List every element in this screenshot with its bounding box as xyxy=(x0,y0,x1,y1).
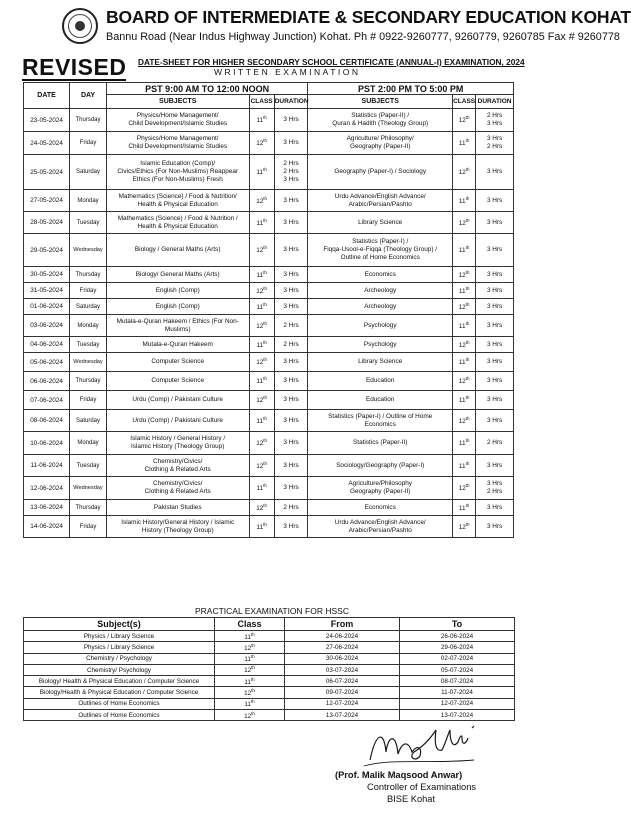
row-pm-subject: Urdu Advance/English Advance/ Arabic/Persian/Pashto xyxy=(308,516,453,538)
row-am-class: 11th xyxy=(249,299,274,315)
practical-class: 11th xyxy=(215,653,285,664)
row-pm-duration: 3 Hrs xyxy=(476,155,514,190)
practical-class: 11th xyxy=(215,631,285,642)
practical-subject: Outlines of Home Economics xyxy=(24,710,215,721)
row-am-subject: Computer Science xyxy=(106,353,249,372)
row-pm-class: 11th xyxy=(453,234,476,267)
row-pm-subject: Statistics (Paper-I) / Fiqqa-Usool-e-Fiqqa (Theology Group) / Outline of Home Economics xyxy=(308,234,453,267)
row-pm-subject: Statistics (Paper-I) / Outline of Home Economics xyxy=(308,410,453,432)
row-pm-subject: Library Science xyxy=(308,212,453,234)
col-pm-duration: DURATION xyxy=(476,95,514,109)
row-am-class: 12th xyxy=(249,234,274,267)
col-am-duration: DURATION xyxy=(274,95,308,109)
row-pm-duration: 3 Hrs xyxy=(476,234,514,267)
morning-session-header: PST 9:00 AM TO 12:00 NOON xyxy=(106,83,307,95)
practical-row xyxy=(24,687,515,698)
row-am-class: 12th xyxy=(249,190,274,212)
row-pm-duration: 3 Hrs xyxy=(476,212,514,234)
row-pm-duration: 3 Hrs xyxy=(476,455,514,477)
practical-subject: Outlines of Home Economics xyxy=(24,698,215,709)
row-pm-subject: Agriculture/Philosophy Geography (Paper-II) xyxy=(308,477,453,500)
row-date: 03-06-2024 xyxy=(24,315,70,337)
row-date: 10-06-2024 xyxy=(24,432,70,455)
row-pm-duration: 2 Hrs xyxy=(476,432,514,455)
row-date: 28-05-2024 xyxy=(24,212,70,234)
row-day: Friday xyxy=(70,132,107,155)
row-am-duration: 2 Hrs 2 Hrs 3 Hrs xyxy=(274,155,308,190)
practical-class: 12th xyxy=(215,687,285,698)
prac-col-subject: Subject(s) xyxy=(24,618,215,631)
row-day: Thursday xyxy=(70,500,107,516)
table-row xyxy=(24,283,514,299)
row-am-subject: Mathematics (Science) / Food & Nutrition/ Health & Physical Education xyxy=(106,190,249,212)
row-pm-class: 12th xyxy=(453,337,476,353)
row-date: 24-05-2024 xyxy=(24,132,70,155)
table-row xyxy=(24,299,514,315)
row-day: Friday xyxy=(70,516,107,538)
row-pm-subject: Education xyxy=(308,372,453,391)
row-pm-subject: Economics xyxy=(308,500,453,516)
row-am-class: 11th xyxy=(249,337,274,353)
practical-class: 11th xyxy=(215,698,285,709)
row-day: Saturday xyxy=(70,299,107,315)
row-pm-class: 12th xyxy=(453,267,476,283)
table-row xyxy=(24,455,514,477)
prac-col-class: Class xyxy=(215,618,285,631)
row-day: Tuesday xyxy=(70,455,107,477)
row-day: Monday xyxy=(70,432,107,455)
datesheet-subtitle: WRITTEN EXAMINATION xyxy=(214,67,361,77)
practical-subject: Physics / Library Science xyxy=(24,642,215,653)
table-row xyxy=(24,109,514,132)
row-am-subject: Chemistry/Civics/ Clothing & Related Arts xyxy=(106,477,249,500)
row-pm-subject: Geography (Paper-I) / Sociology xyxy=(308,155,453,190)
row-am-subject: Urdu (Comp) / Pakistani Culture xyxy=(106,391,249,410)
table-row xyxy=(24,234,514,267)
row-am-duration: 3 Hrs xyxy=(274,299,308,315)
row-pm-class: 12th xyxy=(453,212,476,234)
practical-row xyxy=(24,642,515,653)
table-row xyxy=(24,190,514,212)
row-day: Thursday xyxy=(70,267,107,283)
board-name: BOARD OF INTERMEDIATE & SECONDARY EDUCATION KOHAT xyxy=(106,7,631,27)
table-row xyxy=(24,337,514,353)
signatory-office: BISE Kohat xyxy=(387,794,436,804)
row-date: 05-06-2024 xyxy=(24,353,70,372)
row-date: 29-05-2024 xyxy=(24,234,70,267)
row-date: 27-05-2024 xyxy=(24,190,70,212)
row-day: Thursday xyxy=(70,109,107,132)
practical-subject: Physics / Library Science xyxy=(24,631,215,642)
row-date: 25-05-2024 xyxy=(24,155,70,190)
row-am-duration: 3 Hrs xyxy=(274,190,308,212)
table-row xyxy=(24,315,514,337)
practical-row xyxy=(24,676,515,687)
row-am-duration: 3 Hrs xyxy=(274,410,308,432)
practical-from: 24-06-2024 xyxy=(285,631,400,642)
row-pm-duration: 3 Hrs xyxy=(476,337,514,353)
row-pm-duration: 3 Hrs 2 Hrs xyxy=(476,132,514,155)
signature-icon xyxy=(362,722,482,772)
row-day: Saturday xyxy=(70,155,107,190)
table-row xyxy=(24,267,514,283)
row-am-class: 11th xyxy=(249,410,274,432)
row-pm-duration: 3 Hrs xyxy=(476,372,514,391)
row-am-duration: 3 Hrs xyxy=(274,372,308,391)
practical-class: 12th xyxy=(215,710,285,721)
row-pm-class: 12th xyxy=(453,410,476,432)
practical-to: 13-07-2024 xyxy=(400,710,515,721)
row-day: Wednesday xyxy=(70,234,107,267)
signatory-designation: Controller of Examinations xyxy=(367,782,477,792)
row-pm-subject: Psychology xyxy=(308,315,453,337)
practical-class: 12th xyxy=(215,642,285,653)
row-am-class: 11th xyxy=(249,477,274,500)
practical-row xyxy=(24,664,515,675)
row-am-class: 12th xyxy=(249,353,274,372)
row-am-subject: Pakistan Studies xyxy=(106,500,249,516)
row-am-class: 11th xyxy=(249,212,274,234)
row-pm-duration: 3 Hrs xyxy=(476,353,514,372)
row-pm-duration: 2 Hrs 3 Hrs xyxy=(476,109,514,132)
practical-title: PRACTICAL EXAMINATION FOR HSSC xyxy=(195,606,349,616)
table-row xyxy=(24,516,514,538)
row-pm-class: 12th xyxy=(453,372,476,391)
row-day: Friday xyxy=(70,391,107,410)
row-am-class: 12th xyxy=(249,132,274,155)
practical-from: 12-07-2024 xyxy=(285,698,400,709)
col-date: DATE xyxy=(24,83,70,109)
practical-to: 29-06-2024 xyxy=(400,642,515,653)
row-pm-subject: Library Science xyxy=(308,353,453,372)
table-row xyxy=(24,432,514,455)
col-pm-subjects: SUBJECTS xyxy=(308,95,453,109)
practical-to: 05-07-2024 xyxy=(400,664,515,675)
row-date: 14-06-2024 xyxy=(24,516,70,538)
row-pm-duration: 3 Hrs xyxy=(476,190,514,212)
row-date: 23-05-2024 xyxy=(24,109,70,132)
practical-subject: Chemistry/ Psychology xyxy=(24,664,215,675)
row-pm-duration: 3 Hrs xyxy=(476,410,514,432)
practical-from: 09-07-2024 xyxy=(285,687,400,698)
row-pm-duration: 3 Hrs 2 Hrs xyxy=(476,477,514,500)
row-day: Wednesday xyxy=(70,477,107,500)
practical-from: 13-07-2024 xyxy=(285,710,400,721)
row-pm-subject: Education xyxy=(308,391,453,410)
row-pm-duration: 3 Hrs xyxy=(476,500,514,516)
practical-to: 08-07-2024 xyxy=(400,676,515,687)
practical-from: 30-06-2024 xyxy=(285,653,400,664)
table-row xyxy=(24,353,514,372)
row-date: 31-05-2024 xyxy=(24,283,70,299)
row-pm-class: 11th xyxy=(453,315,476,337)
datesheet-title: DATE-SHEET FOR HIGHER SECONDARY SCHOOL CERTIFICATE (ANNUAL-I) EXAMINATION, 2024 xyxy=(138,57,525,67)
row-am-duration: 3 Hrs xyxy=(274,455,308,477)
table-row xyxy=(24,212,514,234)
board-logo-icon xyxy=(62,8,98,44)
row-pm-class: 12th xyxy=(453,477,476,500)
row-pm-subject: Archeology xyxy=(308,299,453,315)
row-pm-class: 11th xyxy=(453,432,476,455)
table-row xyxy=(24,500,514,516)
row-am-duration: 3 Hrs xyxy=(274,477,308,500)
row-am-class: 12th xyxy=(249,315,274,337)
revised-label: REVISED xyxy=(22,54,127,80)
row-pm-class: 11th xyxy=(453,190,476,212)
row-pm-duration: 3 Hrs xyxy=(476,391,514,410)
row-am-subject: Biology/ General Maths (Arts) xyxy=(106,267,249,283)
row-day: Tuesday xyxy=(70,337,107,353)
practical-to: 12-07-2024 xyxy=(400,698,515,709)
row-am-subject: English (Comp) xyxy=(106,283,249,299)
row-am-subject: Chemistry/Civics/ Clothing & Related Arts xyxy=(106,455,249,477)
row-am-subject: Islamic Education (Comp)/ Civics/Ethics (For Non-Muslims) Reappear Ethics (For Non-Muslims) Fresh xyxy=(106,155,249,190)
row-am-duration: 3 Hrs xyxy=(274,267,308,283)
row-am-subject: Mutala-e-Quran Hakeem xyxy=(106,337,249,353)
table-row xyxy=(24,410,514,432)
practical-subject: Biology/Health & Physical Education / Computer Science xyxy=(24,687,215,698)
practical-to: 11-07-2024 xyxy=(400,687,515,698)
practical-exam-table xyxy=(23,617,515,721)
row-pm-class: 11th xyxy=(453,132,476,155)
row-pm-class: 11th xyxy=(453,353,476,372)
practical-from: 06-07-2024 xyxy=(285,676,400,687)
row-am-subject: Computer Science xyxy=(106,372,249,391)
row-am-class: 11th xyxy=(249,155,274,190)
row-am-class: 11th xyxy=(249,372,274,391)
row-am-subject: Physics/Home Management/ Child Development/Islamic Studies xyxy=(106,109,249,132)
col-am-subjects: SUBJECTS xyxy=(106,95,249,109)
practical-from: 03-07-2024 xyxy=(285,664,400,675)
practical-subject: Chemistry / Psychology xyxy=(24,653,215,664)
row-date: 08-06-2024 xyxy=(24,410,70,432)
row-pm-class: 12th xyxy=(453,155,476,190)
practical-subject: Biology/ Health & Physical Education / Computer Science xyxy=(24,676,215,687)
written-exam-table xyxy=(23,82,514,538)
letterhead xyxy=(6,6,631,52)
practical-class: 11th xyxy=(215,676,285,687)
practical-class: 12th xyxy=(215,664,285,675)
row-pm-subject: Statistics (Paper-II) / Quran & Hadith (Theology Group) xyxy=(308,109,453,132)
row-pm-duration: 3 Hrs xyxy=(476,299,514,315)
row-am-class: 11th xyxy=(249,516,274,538)
row-date: 04-06-2024 xyxy=(24,337,70,353)
row-am-class: 12th xyxy=(249,500,274,516)
row-pm-class: 11th xyxy=(453,455,476,477)
practical-row xyxy=(24,710,515,721)
row-am-subject: Islamic History/General History / Islamic History (Theology Group) xyxy=(106,516,249,538)
row-date: 06-06-2024 xyxy=(24,372,70,391)
row-date: 11-06-2024 xyxy=(24,455,70,477)
row-am-subject: Mutala-e-Quran Hakeem / Ethics (For Non- Muslims) xyxy=(106,315,249,337)
row-am-duration: 3 Hrs xyxy=(274,432,308,455)
board-address: Bannu Road (Near Indus Highway Junction) Kohat. Ph # 0922-9260777, 9260779, 9260785 Fax # 9260778 xyxy=(106,31,620,43)
table-row xyxy=(24,372,514,391)
table-row xyxy=(24,477,514,500)
row-pm-duration: 3 Hrs xyxy=(476,516,514,538)
row-day: Monday xyxy=(70,190,107,212)
row-am-duration: 2 Hrs xyxy=(274,337,308,353)
row-am-duration: 3 Hrs xyxy=(274,132,308,155)
row-pm-subject: Economics xyxy=(308,267,453,283)
row-pm-duration: 3 Hrs xyxy=(476,315,514,337)
row-am-class: 11th xyxy=(249,267,274,283)
row-pm-subject: Statistics (Paper-II) xyxy=(308,432,453,455)
row-am-subject: Physics/Home Management/ Child Development/Islamic Studies xyxy=(106,132,249,155)
practical-to: 02-07-2024 xyxy=(400,653,515,664)
row-pm-duration: 3 Hrs xyxy=(476,267,514,283)
row-day: Wednesday xyxy=(70,353,107,372)
row-am-subject: English (Comp) xyxy=(106,299,249,315)
practical-to: 26-06-2024 xyxy=(400,631,515,642)
row-date: 12-06-2024 xyxy=(24,477,70,500)
row-am-subject: Mathematics (Science) / Food & Nutrition / Health & Physical Education xyxy=(106,212,249,234)
row-day: Tuesday xyxy=(70,212,107,234)
row-pm-subject: Sociology/Geography (Paper-I) xyxy=(308,455,453,477)
col-am-class: CLASS xyxy=(249,95,274,109)
row-am-subject: Urdu (Comp) / Pakistani Culture xyxy=(106,410,249,432)
row-date: 30-05-2024 xyxy=(24,267,70,283)
signatory-name: (Prof. Malik Maqsood Anwar) xyxy=(335,770,463,780)
practical-row xyxy=(24,631,515,642)
row-pm-class: 11th xyxy=(453,500,476,516)
prac-col-from: From xyxy=(285,618,400,631)
row-am-duration: 2 Hrs xyxy=(274,500,308,516)
table-row xyxy=(24,132,514,155)
practical-row xyxy=(24,653,515,664)
row-date: 13-06-2024 xyxy=(24,500,70,516)
row-am-class: 12th xyxy=(249,455,274,477)
row-am-duration: 3 Hrs xyxy=(274,516,308,538)
table-row xyxy=(24,155,514,190)
row-am-duration: 3 Hrs xyxy=(274,234,308,267)
row-am-class: 11th xyxy=(249,109,274,132)
row-pm-subject: Archeology xyxy=(308,283,453,299)
row-pm-class: 12th xyxy=(453,109,476,132)
col-pm-class: CLASS xyxy=(453,95,476,109)
row-day: Saturday xyxy=(70,410,107,432)
row-day: Thursday xyxy=(70,372,107,391)
table-row xyxy=(24,391,514,410)
row-pm-subject: Psychology xyxy=(308,337,453,353)
row-date: 07-06-2024 xyxy=(24,391,70,410)
row-pm-duration: 3 Hrs xyxy=(476,283,514,299)
row-pm-class: 12th xyxy=(453,299,476,315)
practical-from: 27-06-2024 xyxy=(285,642,400,653)
row-pm-class: 11th xyxy=(453,283,476,299)
row-am-duration: 2 Hrs xyxy=(274,315,308,337)
row-am-duration: 3 Hrs xyxy=(274,212,308,234)
row-day: Monday xyxy=(70,315,107,337)
row-am-class: 12th xyxy=(249,283,274,299)
prac-col-to: To xyxy=(400,618,515,631)
row-am-class: 12th xyxy=(249,391,274,410)
row-am-class: 12th xyxy=(249,432,274,455)
row-am-duration: 3 Hrs xyxy=(274,353,308,372)
evening-session-header: PST 2:00 PM TO 5:00 PM xyxy=(308,83,514,95)
row-am-duration: 3 Hrs xyxy=(274,391,308,410)
row-pm-class: 12th xyxy=(453,516,476,538)
col-day: DAY xyxy=(70,83,107,109)
row-pm-subject: Urdu Advance/English Advance/ Arabic/Persian/Pashto xyxy=(308,190,453,212)
row-am-subject: Biology / General Maths (Arts) xyxy=(106,234,249,267)
row-date: 01-06-2024 xyxy=(24,299,70,315)
row-day: Friday xyxy=(70,283,107,299)
practical-row xyxy=(24,698,515,709)
row-am-duration: 3 Hrs xyxy=(274,109,308,132)
row-pm-subject: Agriculture/ Philosophy/ Geography (Paper-II) xyxy=(308,132,453,155)
row-pm-class: 11th xyxy=(453,391,476,410)
row-am-subject: Islamic History / General History / Islamic History (Theology Group) xyxy=(106,432,249,455)
row-am-duration: 3 Hrs xyxy=(274,283,308,299)
